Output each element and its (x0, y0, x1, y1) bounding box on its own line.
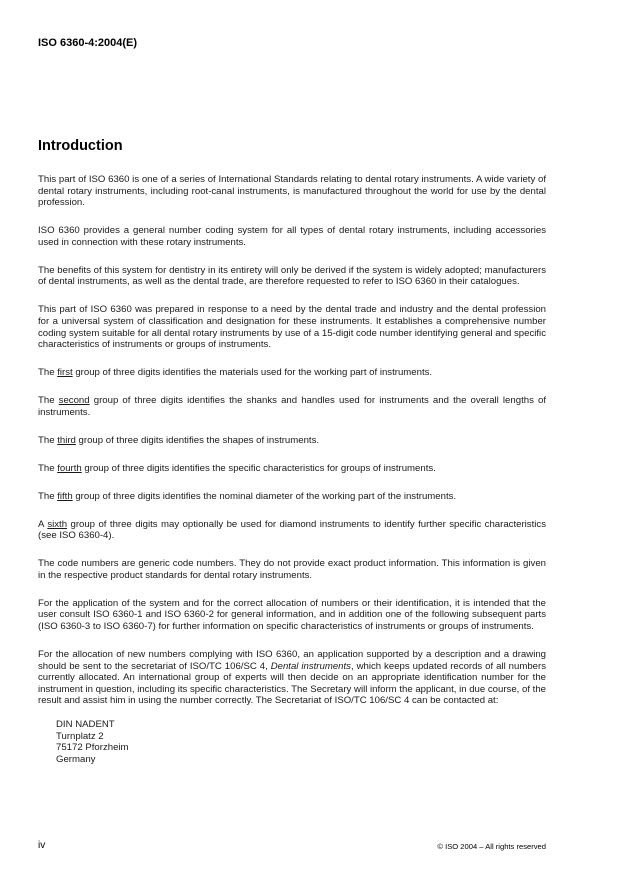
paragraph-10 (38, 519, 546, 542)
p7-underlined: third (57, 434, 76, 446)
p9-post: group of three digits identifies the nominal diameter of the working part of the instruments. (72, 490, 457, 502)
p13-emphasis: Dental instruments (270, 660, 351, 672)
p6-underlined: second (58, 395, 90, 407)
paragraph-5 (38, 367, 546, 379)
address-line-1: DIN NADENT (56, 719, 115, 731)
p13-pre: For the allocation of new numbers complying with ISO 6360, an application supported by a description and a drawing should be sent to the secretariat of ISO/TC 106/SC 4, (38, 648, 546, 672)
page-number: iv (38, 840, 46, 851)
p10-underlined: sixth (47, 518, 68, 530)
paragraph-1: This part of ISO 6360 is one of a series of International Standards relating to dental rotary instruments. A wide variety of dental rotary instruments, including root-canal instruments, is manufactured throughout the world for use by the dental profession. (38, 174, 546, 209)
document-id: ISO 6360-4:2004(E) (38, 37, 138, 49)
address-line-4: Germany (56, 754, 96, 766)
p9-underlined: fifth (57, 490, 73, 502)
paragraph-8 (38, 463, 546, 475)
p6-pre: The (38, 395, 59, 407)
p13-post: , which keeps updated records of all numbers currently allocated. An international group of experts will then decide on an appropriate identification number for the instrument in question, including its specific characteristics. The Secretary will inform the applicant, in due course, of the result and assist him in using the number correctly. The Secretariat of ISO/TC 106/SC 4 can be contacted at: (38, 660, 547, 707)
p5-post: group of three digits identifies the materials used for the working part of instruments. (72, 367, 433, 379)
p8-pre: The (38, 462, 58, 474)
paragraph-3: The benefits of this system for dentistry in its entirety will only be derived if the system is widely adopted; manufacturers of dental instruments, as well as the dental trade, are therefore requested to refer to ISO 6360 in their catalogues. (38, 264, 546, 288)
page-title: Introduction (38, 138, 123, 154)
copyright-notice: © ISO 2004 – All rights reserved (437, 842, 546, 851)
p7-pre: The (38, 434, 58, 446)
address-line-3: 75172 Pforzheim (56, 742, 129, 754)
p9-pre: The (38, 490, 58, 502)
paragraph-13 (38, 649, 546, 707)
p10-post: group of three digits may optionally be used for diamond instruments to identify further specific characteristics (see ISO 6360-4). (38, 518, 546, 542)
p8-post: group of three digits identifies the specific characteristics for groups of instruments. (81, 462, 436, 474)
contact-address (56, 719, 546, 765)
paragraph-6 (38, 395, 546, 418)
address-line-2: Turnplatz 2 (56, 730, 104, 742)
p7-post: group of three digits identifies the shapes of instruments. (75, 434, 320, 446)
paragraph-12: For the application of the system and for the correct allocation of numbers or their identification, it is intended that the user consult ISO 6360-1 and ISO 6360-2 for general information, and in addition one of the following subsequent parts (ISO 6360-3 to ISO 6360-7) for further information on specific characteristics of instruments or groups of instruments. (38, 597, 546, 632)
p6-post: group of three digits identifies the shanks and handles used for instruments and the overall lengths of instruments. (38, 395, 547, 418)
paragraph-7 (38, 435, 546, 447)
paragraph-2: ISO 6360 provides a general number coding system for all types of dental rotary instruments, including accessories used in connection with these rotary instruments. (38, 225, 546, 248)
p10-pre: A (38, 518, 48, 530)
document-body (38, 174, 546, 766)
paragraph-9 (38, 491, 546, 503)
p8-underlined: fourth (57, 462, 82, 474)
p5-underlined: first (57, 367, 73, 379)
paragraph-11: The code numbers are generic code numbers. They do not provide exact product information. This information is given in the respective product standards for dental rotary instruments. (38, 558, 546, 581)
p5-pre: The (38, 367, 58, 379)
paragraph-4: This part of ISO 6360 was prepared in response to a need by the dental trade and industry and the dental profession for a universal system of classification and designation for these instruments. It establishes a comprehensive number coding system suitable for all dental rotary instruments by use of a 15-digit code number identifying general and specific characteristics of instruments or groups of instruments. (38, 304, 546, 351)
